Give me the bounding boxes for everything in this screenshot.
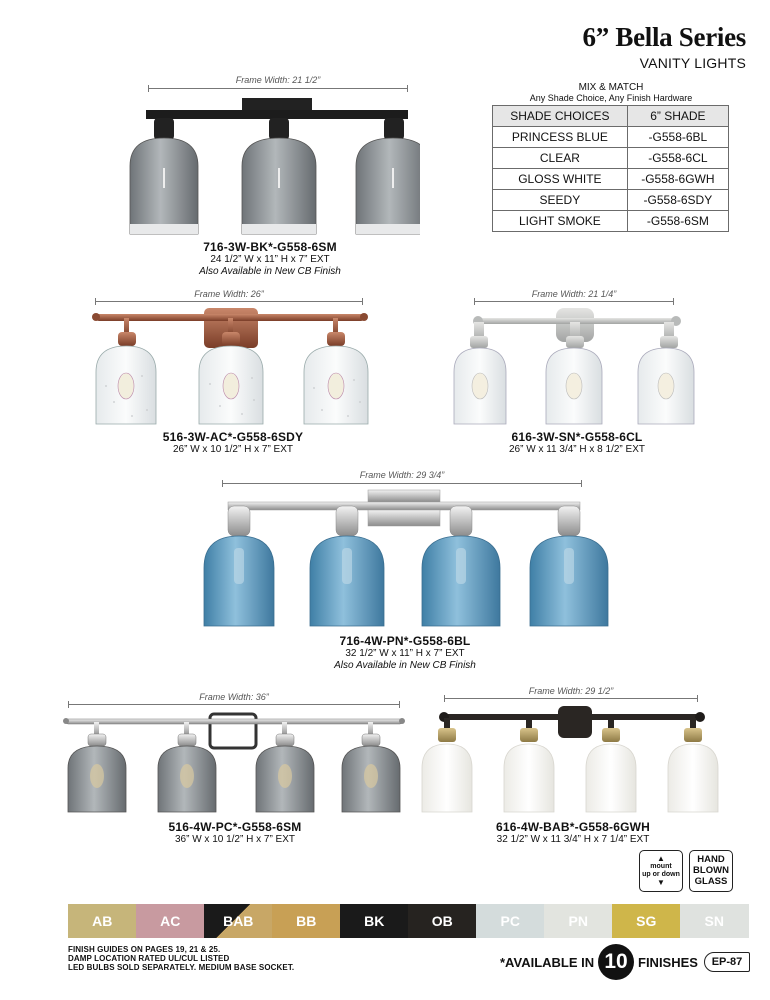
page-number: EP-87	[704, 952, 750, 972]
mix-match-subtitle: Any Shade Choice, Any Finish Hardware	[529, 93, 693, 103]
table-row	[493, 106, 729, 127]
table-row	[493, 190, 729, 211]
frame-width-label: Frame Width: 21 1/2”	[235, 75, 321, 85]
chevron-up-icon: ▲	[657, 854, 665, 863]
finish-swatch-sn: SN	[680, 904, 749, 938]
frame-width-label: Frame Width: 29 1/2”	[528, 686, 614, 696]
badge-text: up or down	[642, 871, 680, 878]
dimension-line	[444, 698, 698, 699]
table-cell: LIGHT SMOKE	[493, 211, 628, 232]
badge-text: BLOWN	[693, 865, 729, 876]
spec-616-3w-sn: 26” W x 11 3/4” H x 8 1/2” EXT	[509, 444, 645, 455]
table-row	[493, 169, 729, 190]
badge-text: mount	[650, 863, 672, 870]
table-cell: SHADE CHOICES	[493, 106, 628, 127]
finish-swatch-bk: BK	[340, 904, 409, 938]
table-cell: -G558-6SM	[627, 211, 728, 232]
mount-up-or-down-badge	[639, 850, 683, 892]
spec-716-4w-pn: 32 1/2” W x 11” H x 7” EXT	[345, 648, 465, 659]
spec-516-4w-pc: 36” W x 10 1/2” H x 7” EXT	[174, 834, 296, 845]
page-subtitle: VANITY LIGHTS	[639, 55, 746, 71]
finish-swatch-bab: BAB	[204, 904, 273, 938]
badge-text: HAND	[697, 854, 725, 865]
available-prefix: *AVAILABLE IN	[500, 955, 595, 970]
product-image-716-3w-bk	[120, 96, 420, 238]
finish-swatch-ac: AC	[136, 904, 205, 938]
finish-swatch-ob: OB	[408, 904, 477, 938]
finish-swatch-bb: BB	[272, 904, 341, 938]
note-716-4w-pn: Also Available in New CB Finish	[334, 660, 476, 671]
model-516-3w-ac: 516-3W-AC*-G558-6SDY	[162, 430, 304, 444]
hand-blown-glass-badge	[689, 850, 733, 892]
shade-choices-table	[492, 105, 729, 232]
product-image-516-3w-ac	[92, 306, 374, 428]
spec-616-4w-bab: 32 1/2” W x 11 3/4” H x 7 1/4” EXT	[496, 834, 650, 845]
frame-width-label: Frame Width: 29 3/4”	[359, 470, 445, 480]
page-title: 6” Bella Series	[582, 22, 746, 52]
footer-note: DAMP LOCATION RATED UL/CUL LISTED	[68, 954, 230, 963]
table-cell: -G558-6SDY	[627, 190, 728, 211]
model-716-4w-pn: 716-4W-PN*-G558-6BL	[339, 634, 471, 648]
table-row	[493, 127, 729, 148]
frame-width-label: Frame Width: 21 1/4”	[531, 289, 617, 299]
table-row	[493, 211, 729, 232]
model-516-4w-pc: 516-4W-PC*-G558-6SM	[168, 820, 302, 834]
table-cell: CLEAR	[493, 148, 628, 169]
table-cell: GLOSS WHITE	[493, 169, 628, 190]
badge-text: GLASS	[694, 876, 728, 887]
dimension-line	[474, 301, 674, 302]
product-image-516-4w-pc	[60, 710, 410, 816]
dimension-line	[148, 88, 408, 89]
table-cell: -G558-6BL	[627, 127, 728, 148]
table-row	[493, 148, 729, 169]
note-716-3w-bk: Also Available in New CB Finish	[199, 266, 341, 277]
dimension-line	[68, 704, 400, 705]
chevron-down-icon: ▼	[657, 878, 665, 887]
spec-516-3w-ac: 26” W x 10 1/2” H x 7” EXT	[172, 444, 294, 455]
product-image-716-4w-pn	[200, 488, 610, 630]
finish-swatch-ab: AB	[68, 904, 137, 938]
finish-swatch-sg: SG	[612, 904, 681, 938]
finish-swatch-pc: PC	[476, 904, 545, 938]
product-image-616-3w-sn	[452, 306, 702, 428]
dimension-line	[222, 483, 582, 484]
mix-match-title: MIX & MATCH	[578, 82, 644, 93]
table-cell: 6” SHADE	[627, 106, 728, 127]
spec-716-3w-bk: 24 1/2” W x 11” H x 7” EXT	[210, 254, 330, 265]
frame-width-label: Frame Width: 36”	[199, 692, 269, 702]
dimension-line	[95, 301, 363, 302]
finish-swatch-pn: PN	[544, 904, 613, 938]
table-cell: PRINCESS BLUE	[493, 127, 628, 148]
table-cell: -G558-6CL	[627, 148, 728, 169]
table-cell: -G558-6GWH	[627, 169, 728, 190]
frame-width-label: Frame Width: 26”	[194, 289, 264, 299]
model-616-4w-bab: 616-4W-BAB*-G558-6GWH	[496, 820, 650, 834]
model-716-3w-bk: 716-3W-BK*-G558-6SM	[203, 240, 337, 254]
product-image-616-4w-bab	[418, 704, 728, 816]
footer-note: FINISH GUIDES ON PAGES 19, 21 & 25.	[68, 945, 221, 954]
table-cell: SEEDY	[493, 190, 628, 211]
footer-note: LED BULBS SOLD SEPARATELY. MEDIUM BASE SOCKET.	[68, 963, 295, 972]
available-suffix: FINISHES	[638, 955, 698, 970]
finish-count-badge: 10	[598, 944, 634, 980]
model-616-3w-sn: 616-3W-SN*-G558-6CL	[511, 430, 643, 444]
